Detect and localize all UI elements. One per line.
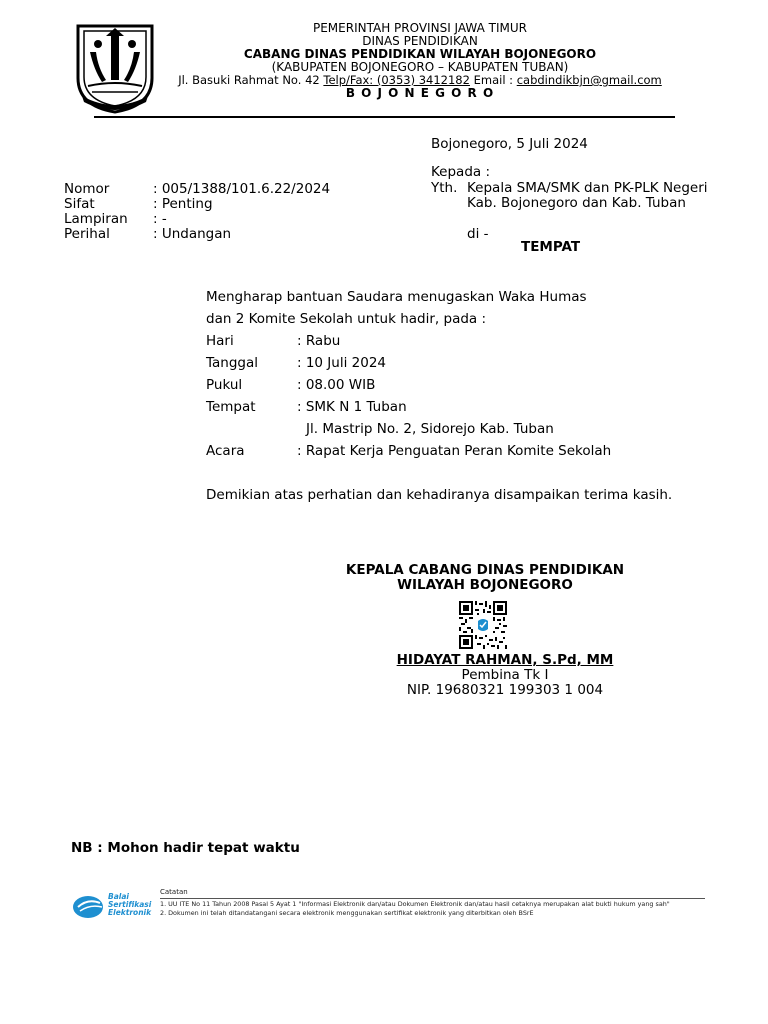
bsre-logo-text	[108, 893, 151, 917]
recipient-kepada: Kepada :	[431, 164, 491, 180]
date-line: Bojonegoro, 5 Juli 2024	[431, 136, 588, 152]
address-text: Jl. Basuki Rahmat No. 42	[178, 73, 324, 87]
letterhead-line-2: DINAS PENDIDIKAN	[362, 34, 478, 48]
detail-value: Jl. Mastrip No. 2, Sidorejo Kab. Tuban	[306, 421, 554, 437]
bsre-text-line: Elektronik	[108, 908, 152, 917]
meta-label: Sifat	[64, 196, 95, 212]
detail-value: : Rapat Kerja Penguatan Peran Komite Sekolah	[297, 443, 612, 459]
recipient-di: di -	[467, 226, 489, 242]
footer-catatan: Catatan	[160, 888, 188, 896]
signature-title-1: KEPALA CABANG DINAS PENDIDIKAN	[345, 562, 625, 578]
detail-label: Acara	[206, 443, 245, 459]
detail-row-acara	[206, 443, 666, 465]
detail-label: Tempat	[206, 399, 256, 415]
signatory-name: HIDAYAT RAHMAN, S.Pd, MM	[396, 652, 614, 668]
meta-row-sifat	[64, 196, 364, 211]
body-closing: Demikian atas perhatian dan kehadiranya disampaikan terima kasih.	[206, 487, 673, 503]
signatory-rank: Pembina Tk I	[461, 667, 549, 683]
meta-row-nomor	[64, 181, 364, 196]
nb-note: NB : Mohon hadir tepat waktu	[71, 840, 300, 856]
email-label: Email :	[469, 73, 517, 87]
meta-row-perihal	[64, 226, 364, 241]
letterhead-line-1: PEMERINTAH PROVINSI JAWA TIMUR	[312, 21, 527, 35]
letterhead-divider	[94, 116, 675, 118]
letterhead-line-3: CABANG DINAS PENDIDIKAN WILAYAH BOJONEGORO	[243, 47, 597, 61]
detail-value: : SMK N 1 Tuban	[297, 399, 407, 415]
detail-row-pukul	[206, 377, 666, 399]
meta-value: : Undangan	[153, 226, 232, 242]
detail-label: Hari	[206, 333, 234, 349]
detail-row-hari	[206, 333, 666, 355]
recipient-yth: Yth.	[431, 180, 458, 196]
meta-label: Lampiran	[64, 211, 128, 227]
body-intro-1: Mengharap bantuan Saudara menugaskan Waka Humas	[206, 289, 587, 305]
detail-label: Tanggal	[206, 355, 259, 371]
signature-title-2: WILAYAH BOJONEGORO	[397, 577, 573, 593]
signature-qr-code	[459, 601, 507, 649]
detail-row-address	[206, 421, 666, 443]
body-intro-2: dan 2 Komite Sekolah untuk hadir, pada :	[206, 311, 487, 327]
event-details	[206, 333, 666, 465]
meta-value: : 005/1388/101.6.22/2024	[153, 181, 331, 197]
detail-row-tempat	[206, 399, 666, 421]
bsre-text-line: Sertifikasi	[108, 900, 152, 909]
detail-value: : Rabu	[297, 333, 341, 349]
phone-text: Telp/Fax: (0353) 3412182	[323, 73, 470, 87]
letterhead-line-4: (KABUPATEN BOJONEGORO – KABUPATEN TUBAN)	[271, 60, 569, 74]
meta-label: Perihal	[64, 226, 110, 242]
meta-block	[64, 181, 364, 241]
recipient-line-1: Kepala SMA/SMK dan PK-PLK Negeri	[467, 180, 708, 196]
footer-note-2: 2. Dokumen ini telah ditandatangani secara elektronik menggunakan sertifikat elektronik yang diterbitkan oleh BSrE	[160, 909, 534, 917]
detail-value: : 08.00 WIB	[297, 377, 376, 393]
detail-row-tanggal	[206, 355, 666, 377]
bsre-text-line: Balai	[108, 892, 129, 901]
detail-value: : 10 Juli 2024	[297, 355, 386, 371]
letterhead-city: B O J O N E G O R O	[345, 86, 495, 100]
recipient-tempat: TEMPAT	[521, 239, 581, 255]
signatory-nip: NIP. 19680321 199303 1 004	[406, 682, 604, 698]
footer-note-1: 1. UU ITE No 11 Tahun 2008 Pasal 5 Ayat 1 "Informasi Elektronik dan/atau Dokumen Elektronik dan/atau hasil cetaknya merupakan alat bukti hukum yang sah"	[160, 900, 670, 908]
recipient-line-2: Kab. Bojonegoro dan Kab. Tuban	[467, 195, 686, 211]
bsre-logo-icon	[72, 894, 106, 920]
footer-divider	[160, 898, 705, 899]
meta-value: : -	[153, 211, 167, 227]
signature-title	[320, 563, 650, 593]
meta-row-lampiran	[64, 211, 364, 226]
detail-label: Pukul	[206, 377, 243, 393]
meta-label: Nomor	[64, 181, 110, 197]
meta-value: : Penting	[153, 196, 213, 212]
provincial-seal-logo	[72, 22, 158, 114]
email-link[interactable]: cabdindikbjn@gmail.com	[516, 73, 662, 87]
